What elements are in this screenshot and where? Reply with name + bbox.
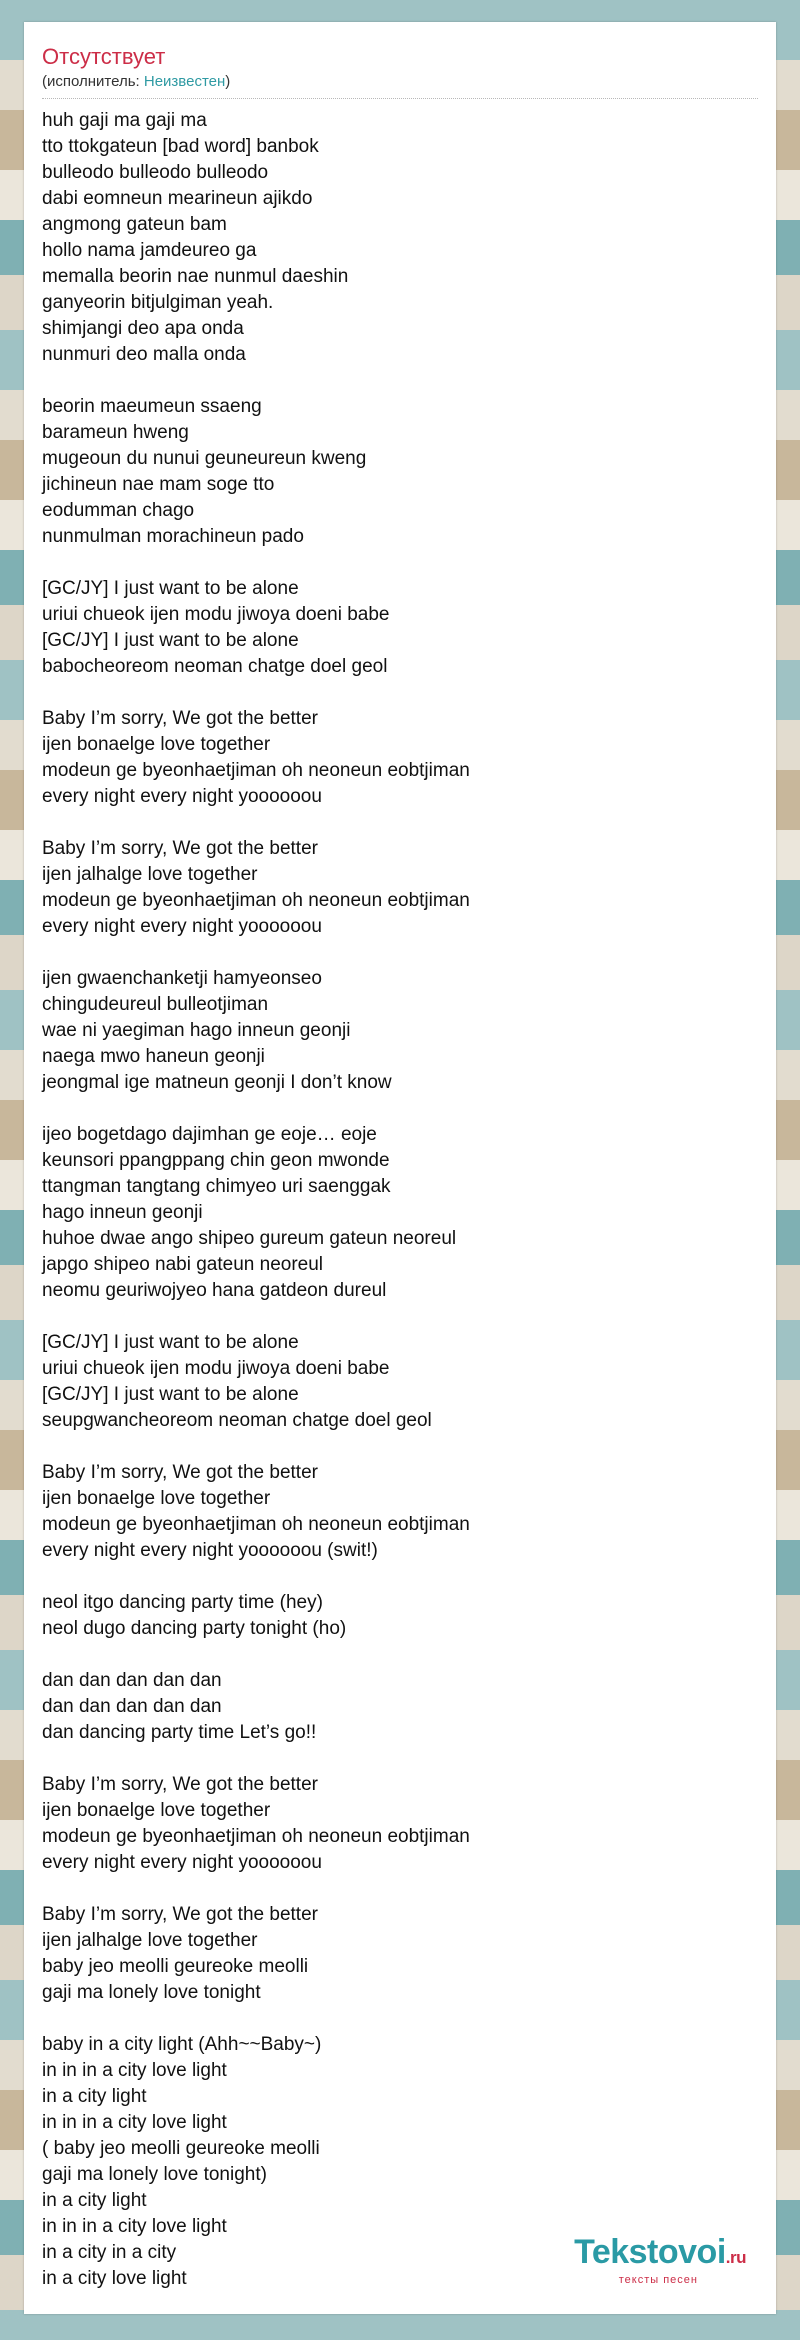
- lyrics-line: [GC/JY] I just want to be alone: [42, 630, 299, 651]
- lyrics-line: dan dancing party time Let’s go!!: [42, 1722, 317, 1743]
- lyrics-stanza: [42, 576, 758, 680]
- lyrics-stanza: [42, 1460, 758, 1564]
- artist-prefix: (исполнитель:: [42, 73, 144, 90]
- header-divider: [42, 98, 758, 99]
- lyrics-line: nunmulman morachineun pado: [42, 526, 304, 547]
- lyrics-line: ijen jalhalge love together: [42, 1930, 258, 1951]
- artist-line: [42, 72, 758, 92]
- lyrics-line: Baby I’m sorry, We got the better: [42, 1774, 318, 1795]
- lyrics-stanza: [42, 1668, 758, 1746]
- lyrics-line: chingudeureul bulleotjiman: [42, 994, 269, 1015]
- lyrics-line: ttangman tangtang chimyeo uri saenggak: [42, 1176, 391, 1197]
- lyrics-line: modeun ge byeonhaetjiman oh neoneun eobtjiman: [42, 760, 470, 781]
- lyrics-line: japgo shipeo nabi gateun neoreul: [42, 1254, 324, 1275]
- lyrics-line: ganyeorin bitjulgiman yeah.: [42, 292, 274, 313]
- lyrics-line: huhoe dwae ango shipeo gureum gateun neoreul: [42, 1228, 457, 1249]
- lyrics-line: jichineun nae mam soge tto: [42, 474, 275, 495]
- lyrics-card: [24, 22, 776, 2314]
- lyrics-line: mugeoun du nunui geuneureun kweng: [42, 448, 367, 469]
- lyrics-line: bulleodo bulleodo bulleodo: [42, 162, 269, 183]
- lyrics-line: every night every night yoooooou: [42, 786, 322, 807]
- logo-name: Tekstovoi: [574, 2233, 726, 2271]
- lyrics-line: memalla beorin nae nunmul daeshin: [42, 266, 349, 287]
- lyrics-line: Baby I’m sorry, We got the better: [42, 1462, 318, 1483]
- lyrics-line: neol dugo dancing party tonight (ho): [42, 1618, 347, 1639]
- lyrics-line: jeongmal ige matneun geonji I don’t know: [42, 1072, 392, 1093]
- lyrics-line: dan dan dan dan dan: [42, 1670, 222, 1691]
- lyrics-line: Baby I’m sorry, We got the better: [42, 708, 318, 729]
- lyrics-line: gaji ma lonely love tonight: [42, 1982, 261, 2003]
- lyrics-line: barameun hweng: [42, 422, 189, 443]
- lyrics-stanza: [42, 108, 758, 368]
- lyrics-stanza: [42, 1122, 758, 1304]
- lyrics-stanza: [42, 836, 758, 940]
- song-title: Отсутствует: [42, 44, 166, 69]
- lyrics-line: in a city light: [42, 2086, 147, 2107]
- lyrics-line: modeun ge byeonhaetjiman oh neoneun eobtjiman: [42, 1514, 470, 1535]
- lyrics-line: naega mwo haneun geonji: [42, 1046, 265, 1067]
- lyrics-line: ijen bonaelge love together: [42, 1488, 271, 1509]
- lyrics-line: ijen jalhalge love together: [42, 864, 258, 885]
- lyrics-line: nunmuri deo malla onda: [42, 344, 246, 365]
- artist-suffix: ): [225, 73, 231, 90]
- lyrics-line: Baby I’m sorry, We got the better: [42, 1904, 318, 1925]
- lyrics-line: keunsori ppangppang chin geon mwonde: [42, 1150, 390, 1171]
- lyrics-line: [GC/JY] I just want to be alone: [42, 578, 299, 599]
- lyrics-line: ( baby jeo meolli geureoke meolli: [42, 2138, 320, 2159]
- lyrics-line: baby jeo meolli geureoke meolli: [42, 1956, 309, 1977]
- lyrics-line: ijeo bogetdago dajimhan ge eoje… eoje: [42, 1124, 377, 1145]
- lyrics-stanza: [42, 394, 758, 550]
- lyrics-stanza: [42, 706, 758, 810]
- lyrics-line: wae ni yaegiman hago inneun geonji: [42, 1020, 351, 1041]
- lyrics-line: shimjangi deo apa onda: [42, 318, 244, 339]
- lyrics-stanza: [42, 1772, 758, 1876]
- site-logo[interactable]: [574, 2234, 746, 2286]
- logo-tagline: тексты песен: [618, 2274, 698, 2286]
- lyrics-line: in a city light: [42, 2190, 147, 2211]
- lyrics-line: in in in a city love light: [42, 2060, 227, 2081]
- lyrics-line: [GC/JY] I just want to be alone: [42, 1332, 299, 1353]
- lyrics-line: baby in a city light (Ahh~~Baby~): [42, 2034, 322, 2055]
- lyrics-line: in in in a city love light: [42, 2112, 227, 2133]
- lyrics-line: angmong gateun bam: [42, 214, 227, 235]
- lyrics-line: ijen bonaelge love together: [42, 1800, 271, 1821]
- lyrics-line: dabi eomneun mearineun ajikdo: [42, 188, 313, 209]
- lyrics-line: seupgwancheoreom neoman chatge doel geol: [42, 1410, 432, 1431]
- lyrics-line: every night every night yoooooou: [42, 1852, 322, 1873]
- lyrics-line: uriui chueok ijen modu jiwoya doeni babe: [42, 604, 390, 625]
- lyrics-line: uriui chueok ijen modu jiwoya doeni babe: [42, 1358, 390, 1379]
- lyrics-line: hollo nama jamdeureo ga: [42, 240, 257, 261]
- lyrics-line: in a city in a city: [42, 2242, 177, 2263]
- lyrics-line: in in in a city love light: [42, 2216, 227, 2237]
- lyrics-line: babocheoreom neoman chatge doel geol: [42, 656, 388, 677]
- lyrics-stanza: [42, 1902, 758, 2006]
- lyrics-line: every night every night yoooooou: [42, 916, 322, 937]
- lyrics-stanza: [42, 1330, 758, 1434]
- lyrics-line: ijen gwaenchanketji hamyeonseo: [42, 968, 322, 989]
- lyrics-line: neomu geuriwojyeo hana gatdeon dureul: [42, 1280, 387, 1301]
- lyrics-line: huh gaji ma gaji ma: [42, 110, 207, 131]
- lyrics-line: ijen bonaelge love together: [42, 734, 271, 755]
- artist-link[interactable]: Неизвестен: [143, 73, 226, 90]
- song-header: [42, 44, 758, 99]
- lyrics-line: modeun ge byeonhaetjiman oh neoneun eobtjiman: [42, 1826, 470, 1847]
- lyrics-stanza: [42, 1590, 758, 1642]
- lyrics-line: dan dan dan dan dan: [42, 1696, 222, 1717]
- lyrics-line: beorin maeumeun ssaeng: [42, 396, 262, 417]
- lyrics-line: tto ttokgateun [bad word] banbok: [42, 136, 319, 157]
- lyrics-line: gaji ma lonely love tonight): [42, 2164, 267, 2185]
- lyrics-line: neol itgo dancing party time (hey): [42, 1592, 323, 1613]
- lyrics-line: [GC/JY] I just want to be alone: [42, 1384, 299, 1405]
- lyrics-line: Baby I’m sorry, We got the better: [42, 838, 318, 859]
- lyrics-line: in a city love light: [42, 2268, 187, 2289]
- lyrics-line: modeun ge byeonhaetjiman oh neoneun eobtjiman: [42, 890, 470, 911]
- lyrics-line: hago inneun geonji: [42, 1202, 203, 1223]
- lyrics-body: [42, 108, 758, 2318]
- lyrics-line: every night every night yoooooou (swit!): [42, 1540, 378, 1561]
- lyrics-line: eodumman chago: [42, 500, 195, 521]
- lyrics-stanza: [42, 966, 758, 1096]
- logo-tld: .ru: [725, 2248, 746, 2267]
